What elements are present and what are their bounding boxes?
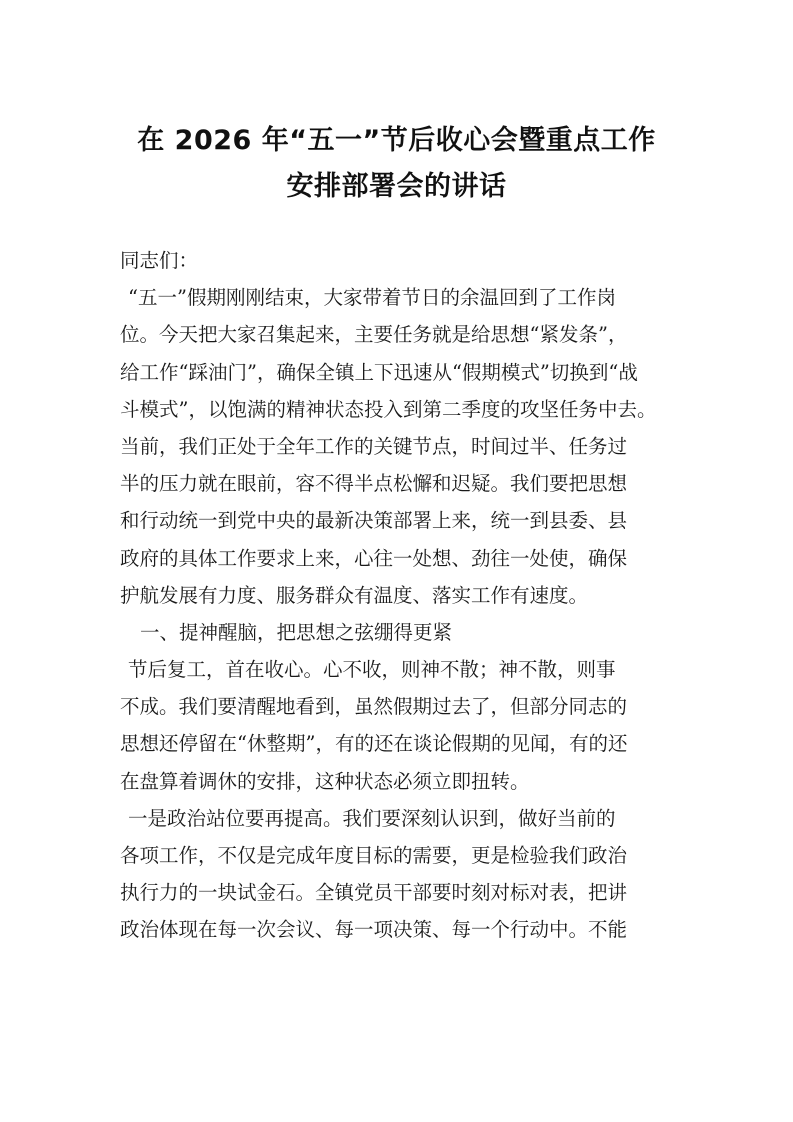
paragraph-line: 当前，我们正处于全年工作的关键节点，时间过半、任务过 [120, 434, 628, 458]
title-line-2: 安排部署会的讲话 [286, 171, 507, 202]
paragraph-line: 给工作“踩油门”，确保全镇上下迅速从“假期模式”切换到“战 [120, 360, 638, 384]
paragraph-line: 节后复工，首在收心。心不收，则神不散；神不散，则事 [128, 658, 616, 682]
paragraph-line: 半的压力就在眼前，容不得半点松懈和迟疑。我们要把思想 [120, 472, 628, 496]
paragraph-line: 一是政治站位要再提高。我们要深刻认识到，做好当前的 [128, 806, 616, 830]
paragraph-section-1 [120, 651, 680, 800]
paragraph-line: 不成。我们要清醒地看到，虽然假期过去了，但部分同志的 [120, 695, 628, 719]
document-title [0, 118, 793, 210]
document-body [120, 242, 680, 949]
paragraph-line: 位。今天把大家召集起来，主要任务就是给思想“紧发条”， [120, 323, 628, 347]
paragraph-line: 护航发展有力度、服务群众有温度、落实工作有速度。 [120, 583, 589, 607]
paragraph-line: 执行力的一块试金石。全镇党员干部要时刻对标对表，把讲 [120, 881, 628, 905]
paragraph-line: 政治体现在每一次会议、每一项决策、每一个行动中。不能 [120, 918, 628, 942]
paragraph-line: 斗模式”，以饱满的精神状态投入到第二季度的攻坚任务中去。 [120, 397, 657, 421]
title-line-1: 在 2026 年“五一”节后收心会暨重点工作 [137, 125, 656, 156]
paragraph-political-stance [120, 800, 680, 949]
section-heading: 一、提神醒脑，把思想之弦绷得更紧 [140, 620, 453, 644]
paragraph-line: 思想还停留在“休整期”，有的还在谈论假期的见闻，有的还 [120, 732, 628, 756]
paragraph-line: 政府的具体工作要求上来，心往一处想、劲往一处使，确保 [120, 546, 628, 570]
paragraph-line: 和行动统一到党中央的最新决策部署上来，统一到县委、县 [120, 509, 628, 533]
paragraph-line: 各项工作，不仅是完成年度目标的需要，更是检验我们政治 [120, 844, 628, 867]
paragraph-line: “五一”假期刚刚结束，大家带着节日的余温回到了工作岗 [128, 286, 616, 310]
paragraph-intro [120, 279, 680, 614]
salutation: 同志们： [120, 249, 199, 272]
section-heading-1 [120, 614, 680, 651]
paragraph-line: 在盘算着调休的安排，这种状态必须立即扭转。 [120, 769, 530, 793]
